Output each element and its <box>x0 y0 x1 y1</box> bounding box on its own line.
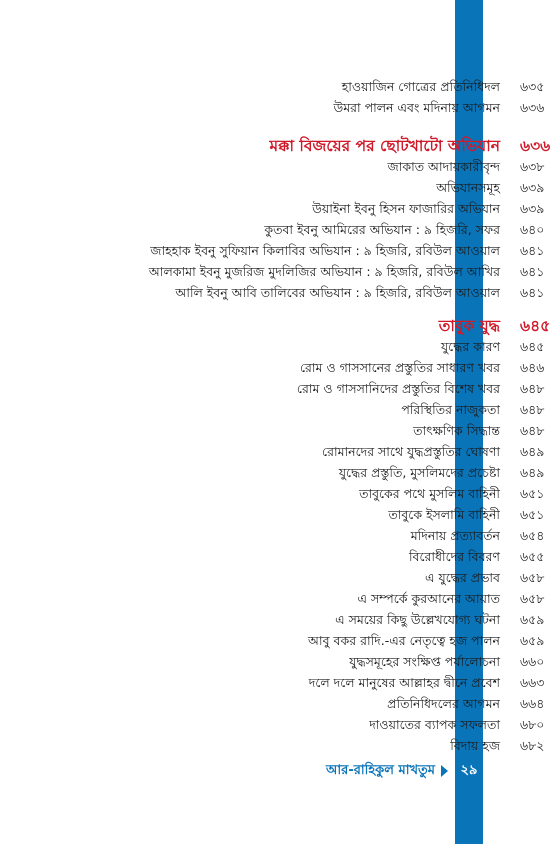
toc-entry <box>425 569 556 591</box>
toc-entry <box>413 422 556 444</box>
toc-entry-page: ৬৫৯ <box>520 633 545 648</box>
toc-entry-title: উয়াইনা ইবনু হিসন ফাজারির অভিযান <box>312 201 500 216</box>
toc-entry-page: ৬৩৫ <box>520 79 545 94</box>
toc-entry <box>300 359 556 381</box>
toc-entry-title: যুদ্ধের প্রস্তুতি, মুসলিমদের প্রচেষ্টা <box>338 465 500 480</box>
toc-entry <box>349 653 556 675</box>
toc-entry-page: ৬৪৯ <box>520 465 545 480</box>
toc-entry <box>309 674 556 696</box>
toc-entry-title: আলি ইবনু আবি তালিবের অভিযান : ৯ হিজরি, রবিউল আওয়াল <box>175 285 500 300</box>
toc-entry <box>401 401 556 423</box>
toc-entry-page: ৬৫৫ <box>520 549 545 564</box>
toc-entry-page: ৬৫৮ <box>520 591 545 606</box>
toc-entry-title: এ সময়ের কিছু উল্লেখযোগ্য ঘটনা <box>335 612 500 627</box>
toc-entry-page: ৬৪৫ <box>520 339 545 354</box>
triangle-right-icon <box>441 765 448 777</box>
toc-entry-title: যুদ্ধের কারণ <box>440 339 500 354</box>
toc-entry <box>308 632 556 654</box>
toc-entry-page: ৬৬৩ <box>520 675 545 690</box>
toc-entry-page: ৬৩৮ <box>520 159 545 174</box>
toc-entry-page: ৬৪১ <box>520 264 545 279</box>
toc-entry-title: রোম ও গাসসানের প্রস্তুতির সাধারণ খবর <box>299 360 500 375</box>
toc-entry <box>175 284 556 306</box>
toc-entry-title: হাওয়াজিন গোত্রের প্রতিনিধিদল <box>341 79 500 94</box>
toc-entry <box>339 464 556 486</box>
toc-entry-title: আলকামা ইবনু মুজরিজ মুদলিজির অভিযান : ৯ হিজরি, রবিউল আখির <box>148 264 500 279</box>
toc-entry-title: বিরোধীদের বিবরণ <box>408 549 500 564</box>
toc-entry-title: দলে দলে মানুষের আল্লাহর দ্বীনে প্রবেশ <box>308 675 500 690</box>
page-number: ২৯ <box>460 762 478 778</box>
toc-entry-title: রোমানদের সাথে যুদ্ধপ্রস্তুতির ঘোষণা <box>322 444 500 459</box>
toc-entry <box>312 200 556 222</box>
toc-entry-page: ৬৫৮ <box>520 570 545 585</box>
toc-entry <box>436 179 556 201</box>
toc-entry-page: ৬৫১ <box>520 486 545 501</box>
toc-entry <box>335 611 556 633</box>
toc-entry-page: ৬৪৮ <box>520 423 545 438</box>
toc-entry-page: ৬৪১ <box>520 243 545 258</box>
toc-entry <box>322 443 556 465</box>
toc-entry-page: ৬৩৯ <box>520 180 545 195</box>
toc-entry-page: ৬৫৯ <box>520 612 545 627</box>
toc-entry-title: তাবুকে ইসলামি বাহিনী <box>388 507 500 522</box>
toc-entry <box>342 78 556 100</box>
toc-entry <box>150 242 556 264</box>
toc-entry-title: যুদ্ধসমূহের সংক্ষিপ্ত পর্যালোচনা <box>349 654 500 669</box>
toc-entry-title: প্রতিনিধিদলের আগমন <box>387 696 500 711</box>
toc-entry <box>387 695 556 717</box>
toc-entry-page: ৬৪৮ <box>520 381 545 396</box>
toc-entry-title: এ যুদ্ধের প্রভাব <box>425 570 500 585</box>
toc-entry-page: ৬৪০ <box>520 222 545 237</box>
toc-entry-page: ৬৬০ <box>520 654 545 669</box>
toc-entry-page: ৬৫১ <box>520 507 545 522</box>
toc-entry-page: ৬৩৬ <box>520 100 545 115</box>
toc-entry-page: ৬৪৯ <box>520 444 545 459</box>
toc-entry <box>333 99 556 121</box>
toc-entry-page: ৬৪১ <box>520 285 545 300</box>
book-title: আর-রাহিকুল মাখতুম <box>326 762 435 778</box>
running-footer <box>326 760 448 782</box>
toc-entry <box>264 221 556 243</box>
toc-entry <box>358 590 556 612</box>
toc-entry-page: ৬৫৪ <box>520 528 545 543</box>
toc-entry-page: ৬৬৪ <box>520 696 545 711</box>
toc-entry-page: ৬৮২ <box>520 738 545 753</box>
toc-entry <box>388 506 556 528</box>
toc-entry-title: দাওয়াতের ব্যাপক সফলতা <box>369 717 500 732</box>
toc-entry <box>359 485 556 507</box>
toc-entry <box>411 527 556 549</box>
toc-entry <box>149 263 556 285</box>
toc-entry-title: তাৎক্ষণিক সিদ্ধান্ত <box>413 423 500 438</box>
toc-entry-title: কুতবা ইবনু আমিরের অভিযান : ৯ হিজরি, সফর <box>264 222 500 237</box>
toc-entry-title: পরিস্থিতির নাজুকতা <box>401 402 500 417</box>
toc-entry-title: মক্কা বিজয়ের পর ছোটখাটো অভিযান <box>269 137 500 155</box>
toc-entry-title: বিদায় হজ <box>450 738 500 753</box>
toc-entry-title: জাকাত আদায়কারীবৃন্দ <box>387 159 500 174</box>
toc-entry <box>450 737 556 759</box>
toc-entry-page: ৬৮০ <box>520 717 545 732</box>
toc-entry-title: রোম ও গাসসানিদের প্রস্তুতির বিশেষ খবর <box>296 381 500 396</box>
toc-entry-title: মদিনায় প্রত্যাবর্তন <box>410 528 500 543</box>
toc-entry-title: জাহহাক ইবনু সুফিয়ান কিলাবির অভিযান : ৯ হিজরি, রবিউল আওয়াল <box>150 243 500 258</box>
toc-section-heading <box>269 136 556 158</box>
toc-entry <box>388 158 556 180</box>
toc-entry-title: আবু বকর রাদি.-এর নেতৃত্বে হজ পালন <box>308 633 500 648</box>
toc-section-heading <box>439 316 556 338</box>
toc-entry <box>441 338 556 360</box>
toc-entry-page: ৬৩৯ <box>520 201 545 216</box>
toc-entry-title: তাবুক যুদ্ধ <box>438 317 500 335</box>
toc-entry-page: ৬৩৬ <box>520 137 551 155</box>
toc-entry-title: উমরা পালন এবং মদিনায় আগমন <box>333 100 500 115</box>
toc-entry-title: এ সম্পর্কে কুরআনের আয়াত <box>357 591 500 606</box>
toc-entry-page: ৬৪৬ <box>520 360 545 375</box>
toc-entry-title: তাবুকের পথে মুসলিম বাহিনী <box>359 486 500 501</box>
toc-entry <box>297 380 556 402</box>
toc-entry <box>409 548 556 570</box>
toc-entry-title: অভিযানসমূহ <box>436 180 500 195</box>
toc-entry <box>369 716 556 738</box>
toc-entry-page: ৬৪৮ <box>520 402 545 417</box>
toc-entry-page: ৬৪৫ <box>520 317 551 335</box>
